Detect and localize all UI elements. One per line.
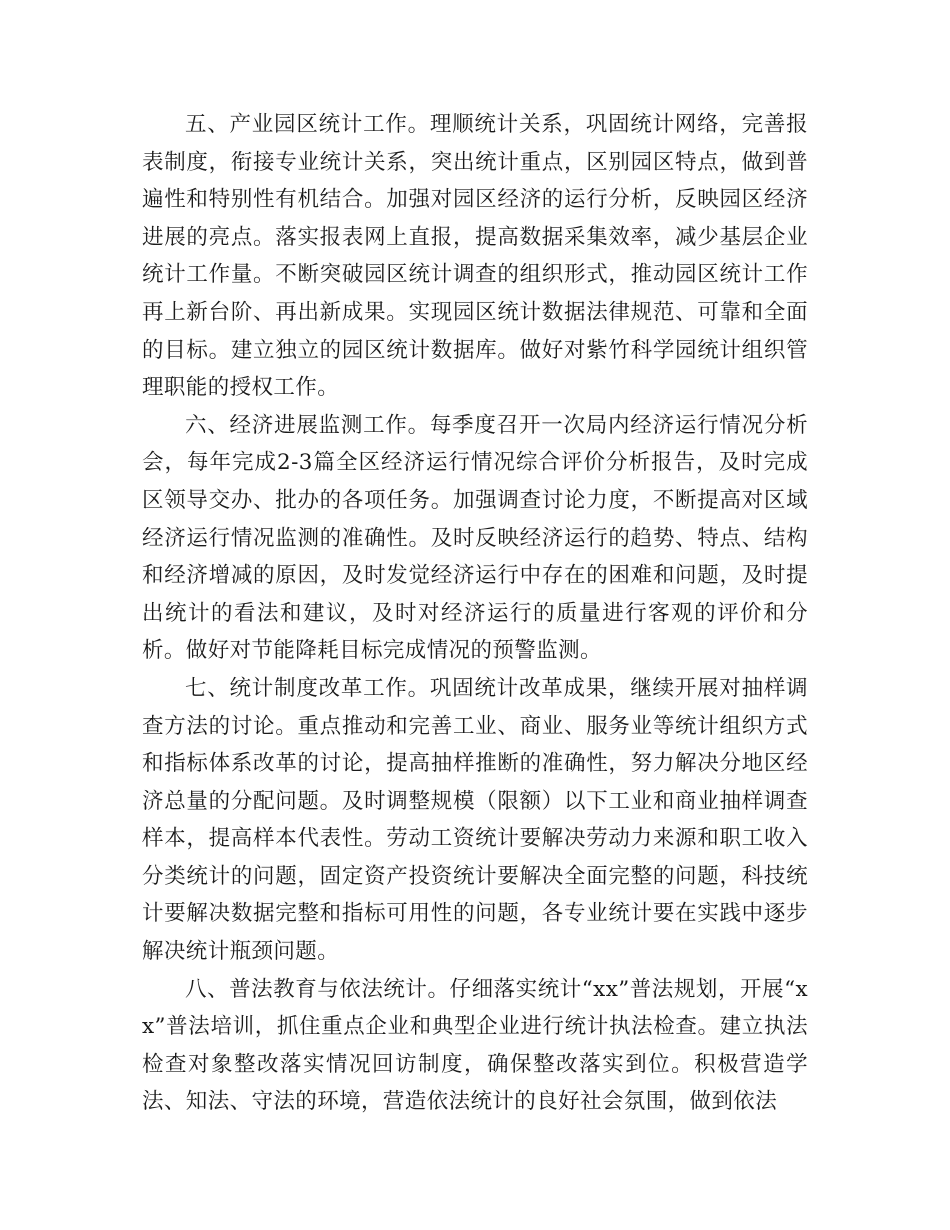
- document-page: [142, 106, 808, 1121]
- paragraph-industrial-park-statistics: 五、产业园区统计工作。理顺统计关系，巩固统计网络，完善报表制度，衔接专业统计关系，突出统计重点，区别园区特点，做到普遍性和特别性有机结合。加强对园区经济的运行分析，反映园区经济进展的亮点。落实报表网上直报，提高数据采集效率，减少基层企业统计工作量。不断突破园区统计调查的组织形式，推动园区统计工作再上新台阶、再出新成果。实现园区统计数据法律规范、可靠和全面的目标。建立独立的园区统计数据库。做好对紫竹科学园统计组织管理职能的授权工作。: [142, 112, 808, 401]
- paragraph-economic-monitoring: 六、经济进展监测工作。每季度召开一次局内经济运行情况分析会，每年完成2-3篇全区经济运行情况综合评价分析报告，及时完成区领导交办、批办的各项任务。加强调查讨论力度，不断提高对区域经济运行情况监测的准确性。及时反映经济运行的趋势、特点、结构和经济增减的原因，及时发觉经济运行中存在的困难和问题，及时提出统计的看法和建议，及时对经济运行的质量进行客观的评价和分析。做好对节能降耗目标完成情况的预警监测。: [142, 412, 808, 664]
- paragraph-statistical-reform: 七、统计制度改革工作。巩固统计改革成果，继续开展对抽样调查方法的讨论。重点推动和完善工业、商业、服务业等统计组织方式和指标体系改革的讨论，提高抽样推断的准确性，努力解决分地区经济总量的分配问题。及时调整规模（限额）以下工业和商业抽样调查样本，提高样本代表性。劳动工资统计要解决劳动力来源和职工收入分类统计的问题，固定资产投资统计要解决全面完整的问题，科技统计要解决数据完整和指标可用性的问题，各专业统计要在实践中逐步解决统计瓶颈问题。: [142, 675, 808, 965]
- paragraph-legal-education: 八、普法教育与依法统计。仔细落实统计“xx”普法规划，开展“xx”普法培训，抓住重点企业和典型企业进行统计执法检查。建立执法检查对象整改落实情况回访制度，确保整改落实到位。积极营造学法、知法、守法的环境，营造依法统计的良好社会氛围，做到依法: [142, 976, 808, 1115]
